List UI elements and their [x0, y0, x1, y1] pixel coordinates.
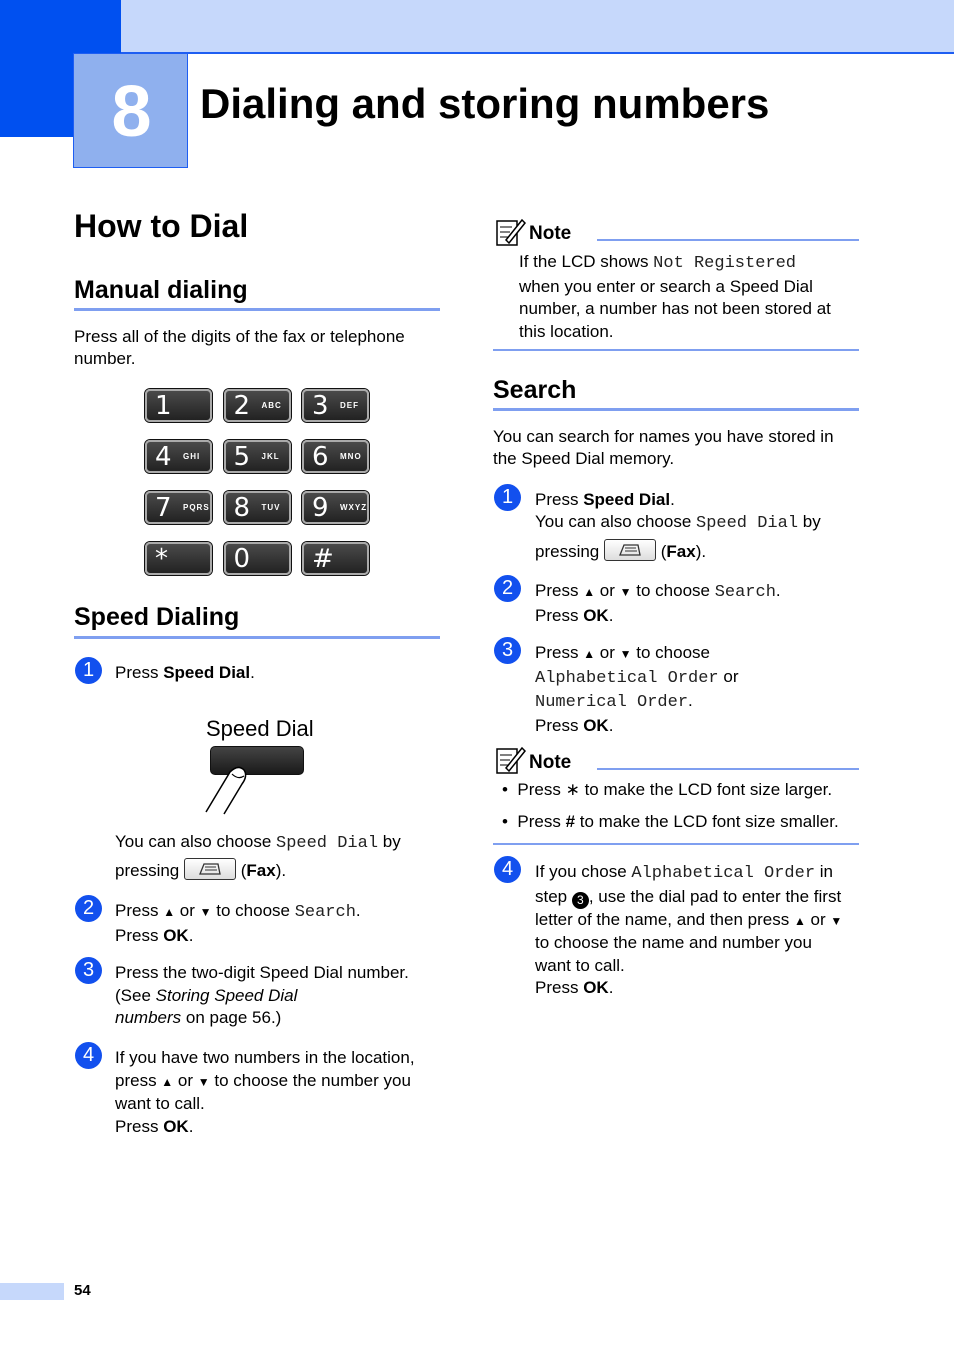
- keypad-key[interactable]: [302, 389, 369, 422]
- header-band-light: [121, 0, 954, 54]
- note-bullet: • Press # to make the LCD font size smaller.: [502, 812, 839, 831]
- search-text: You can search for names you have stored in the Speed Dial memory.: [493, 427, 834, 468]
- up-arrow-icon: ▲: [583, 585, 596, 599]
- note-rule: [597, 239, 859, 241]
- step-text: Press the two-digit Speed Dial number. (See Storing Speed Dial numbers on page 56.): [115, 963, 409, 1027]
- key-digit: 0: [233, 544, 251, 574]
- step-number: 4: [494, 856, 521, 883]
- step-text: Press ▲ or ▼ to choose Search. Press OK.: [115, 901, 361, 945]
- up-arrow-icon: ▲: [161, 1074, 174, 1089]
- note-bottom-rule: [493, 349, 859, 351]
- fax-icon: [618, 542, 642, 558]
- keypad-key[interactable]: [302, 440, 369, 473]
- up-arrow-icon: ▲: [163, 905, 176, 919]
- step-text: If you chose Alphabetical Order in step 3 , use the dial pad to enter the first letter of the name, and then press ▲ or ▼ to choose the name and number you want to call. Press OK.: [535, 862, 843, 997]
- pressing-fax-text: pressing (Fax).: [115, 858, 286, 883]
- step-text: Press ▲ or ▼ to choose Alphabetical Order or Numerical Order. Press OK.: [535, 643, 739, 735]
- note-rule: [597, 768, 859, 770]
- keypad-key[interactable]: [302, 491, 369, 524]
- section-rule: [74, 636, 440, 639]
- step-text: Press Speed Dial.: [115, 663, 255, 682]
- keypad-key[interactable]: [302, 542, 369, 575]
- key-digit: #: [312, 544, 334, 574]
- down-arrow-icon: ▼: [830, 913, 843, 928]
- step-number: 1: [75, 657, 102, 684]
- note-bottom-rule: [493, 843, 859, 845]
- heading-how-to-dial: How to Dial: [74, 208, 249, 244]
- step-number: 1: [494, 484, 521, 511]
- key-digit: 8: [233, 493, 251, 523]
- key-letters: MNO: [340, 452, 362, 461]
- note-label: Note: [529, 752, 572, 773]
- step-text: Press Speed Dial.: [535, 490, 675, 509]
- step-number: 2: [75, 895, 102, 922]
- fax-button[interactable]: [184, 858, 236, 880]
- key-letters: JKL: [261, 452, 280, 461]
- step-text: Press ▲ or ▼ to choose Search. Press OK.: [535, 581, 781, 625]
- down-arrow-icon: ▼: [199, 905, 212, 919]
- key-digit: 5: [233, 442, 251, 472]
- down-arrow-icon: ▼: [619, 647, 632, 661]
- key-digit: 6: [312, 442, 329, 472]
- keypad-key[interactable]: [224, 389, 291, 422]
- key-letters: PQRS: [183, 503, 210, 512]
- keypad-key[interactable]: [145, 440, 212, 473]
- step-number: 4: [75, 1042, 102, 1069]
- fax-button[interactable]: [604, 539, 656, 561]
- note-text: If the LCD shows Not Registered when you enter or search a Speed Dial number, a number has not been stored at this location.: [519, 252, 831, 341]
- note-bullet: • Press ∗ to make the LCD font size larger.: [502, 780, 833, 799]
- note-icon: [496, 746, 526, 774]
- fax-icon: [198, 861, 222, 877]
- section-rule: [74, 308, 440, 311]
- key-digit: 1: [155, 391, 172, 421]
- note-icon: [496, 218, 526, 246]
- heading-manual-dialing: Manual dialing: [74, 276, 248, 304]
- key-digit: 4: [155, 442, 172, 472]
- note-label: Note: [529, 223, 572, 244]
- key-letters: ABC: [261, 401, 282, 410]
- keypad-key[interactable]: [145, 389, 212, 422]
- page-number: 54: [74, 1282, 91, 1299]
- chapter-title: Dialing and storing numbers: [200, 80, 770, 127]
- key-letters: WXYZ: [340, 503, 368, 512]
- key-letters: GHI: [183, 452, 201, 461]
- keypad-key[interactable]: [145, 542, 212, 575]
- key-letters: TUV: [261, 503, 281, 512]
- heading-search: Search: [493, 376, 577, 404]
- chapter-number: 8: [111, 72, 152, 152]
- page-number-bar: [0, 1283, 64, 1300]
- keypad-key[interactable]: [145, 491, 212, 524]
- key-digit: 3: [312, 391, 329, 421]
- heading-speed-dialing: Speed Dialing: [74, 603, 240, 631]
- speed-dial-button-label: Speed Dial: [206, 716, 314, 741]
- up-arrow-icon: ▲: [583, 647, 596, 661]
- down-arrow-icon: ▼: [197, 1074, 210, 1089]
- keypad-key[interactable]: [224, 542, 291, 575]
- also-choose-text: You can also choose Speed Dial by: [535, 512, 821, 533]
- down-arrow-icon: ▼: [619, 585, 632, 599]
- step-number: 3: [494, 637, 521, 664]
- key-letters: DEF: [340, 401, 359, 410]
- keypad-key[interactable]: [224, 440, 291, 473]
- step-number: 3: [75, 957, 102, 984]
- key-digit: 7: [155, 493, 172, 523]
- key-digit: 9: [312, 493, 329, 523]
- step-text: If you have two numbers in the location, press ▲ or ▼ to choose the number you want to call. Press OK.: [115, 1048, 415, 1136]
- finger-press-icon: [202, 760, 262, 818]
- keypad-key[interactable]: [224, 491, 291, 524]
- key-digit: *: [155, 544, 168, 574]
- step-number: 2: [494, 575, 521, 602]
- chapter-number-box: [73, 53, 188, 168]
- manual-dialing-text: Press all of the digits of the fax or telephone number.: [74, 327, 405, 368]
- also-choose-text: You can also choose Speed Dial by: [115, 832, 401, 853]
- pressing-fax-text: pressing (Fax).: [535, 539, 706, 564]
- key-digit: 2: [233, 391, 251, 421]
- section-rule: [493, 408, 859, 411]
- up-arrow-icon: ▲: [793, 913, 806, 928]
